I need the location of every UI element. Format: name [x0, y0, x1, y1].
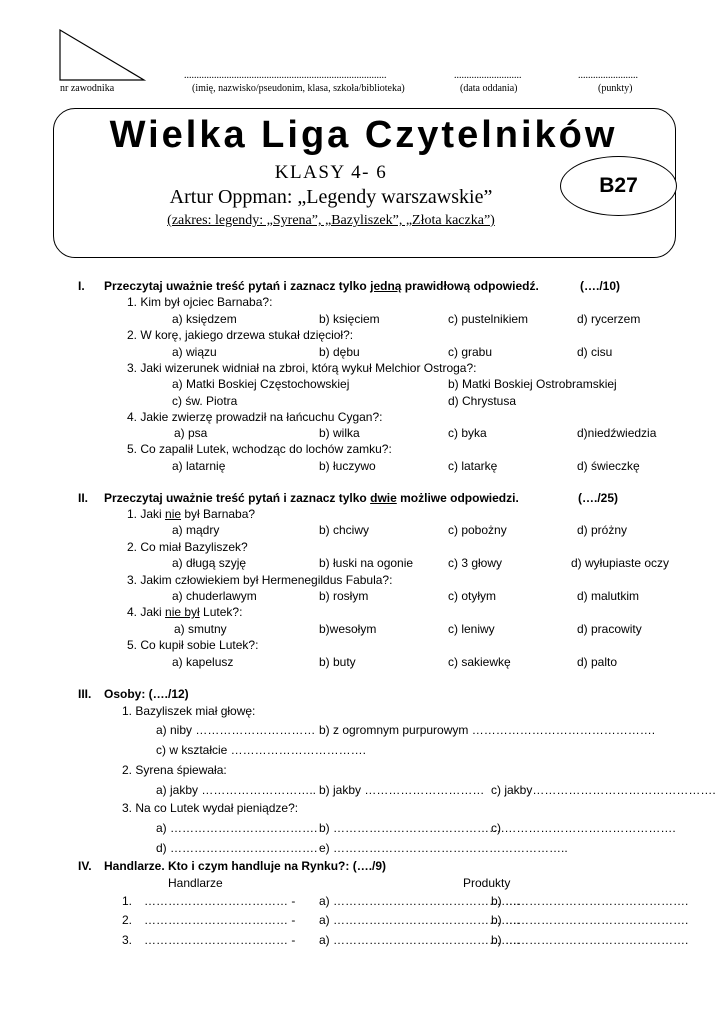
s2-q2-text: 2. Co miał Bazyliszek?	[127, 540, 248, 554]
q-underlined: nie	[165, 507, 182, 521]
s2-q1-option-c[interactable]: c) pobożny	[448, 523, 507, 537]
s2-q1-option-b[interactable]: b) chciwy	[319, 523, 370, 537]
section3-heading: Osoby: (…./12)	[104, 687, 189, 701]
instr-part: prawidłową odpowiedź.	[401, 279, 539, 293]
s2-q4-option-c[interactable]: c) leniwy	[448, 622, 495, 636]
s3-q3-blank-a[interactable]: a) ……………………………….	[156, 821, 318, 835]
s4-row3-product-a[interactable]: a) ………………………………………..	[319, 933, 520, 947]
s1-q3-text: 3. Jaki wizerunek widniał na zbroi, którą wykuł Melchior Ostroga?:	[127, 361, 477, 375]
s1-q2-option-c[interactable]: c) grabu	[448, 345, 493, 359]
instr-underlined: jedną	[370, 279, 402, 293]
section3-number: III.	[78, 687, 92, 701]
page-title: Wielka Liga Czytelników	[109, 114, 618, 156]
s4-row3-trader[interactable]: ……………………………… -	[144, 933, 296, 947]
q-part: był Barnaba?	[181, 507, 256, 521]
s1-q1-option-c[interactable]: c) pustelnikiem	[448, 312, 529, 326]
instr-underlined: dwie	[370, 491, 397, 505]
section1-number: I.	[78, 279, 85, 293]
s1-q4-option-d[interactable]: d)niedźwiedzia	[577, 426, 657, 440]
s2-q1-option-a[interactable]: a) mądry	[172, 523, 220, 537]
s2-q2-option-b[interactable]: b) łuski na ogonie	[319, 556, 414, 570]
s2-q4-option-a[interactable]: a) smutny	[174, 622, 227, 636]
s2-q5-option-b[interactable]: b) buty	[319, 655, 356, 669]
classes-subtitle: KLASY 4- 6	[274, 162, 388, 183]
s1-q5-option-a[interactable]: a) latarnię	[172, 459, 226, 473]
s4-row2-trader[interactable]: ……………………………… -	[144, 913, 296, 927]
s1-q1-text: 1. Kim był ojciec Barnaba?:	[127, 295, 273, 309]
s2-q5-text: 5. Co kupił sobie Lutek?:	[127, 638, 259, 652]
s4-row3-number: 3.	[122, 933, 133, 947]
s3-q3-text: 3. Na co Lutek wydał pieniądze?:	[122, 801, 299, 815]
s3-q3-blank-b[interactable]: b) …………………………………….	[319, 821, 505, 835]
s2-q5-option-a[interactable]: a) kapelusz	[172, 655, 234, 669]
s2-q3-option-d[interactable]: d) malutkim	[577, 589, 640, 603]
section1-instruction	[104, 279, 539, 293]
s3-q2-blank-b[interactable]: b) jakby …………………………	[319, 783, 485, 797]
section2-instruction	[104, 491, 519, 505]
s1-q5-option-d[interactable]: d) świeczkę	[577, 459, 640, 473]
s4-row3-product-b[interactable]: b) ……………………………………….	[491, 933, 689, 947]
traders-column-header: Handlarze	[168, 876, 223, 890]
q-underlined: nie był	[165, 605, 200, 619]
name-label: (imię, nazwisko/pseudonim, klasa, szkoła/biblioteka)	[192, 83, 405, 94]
date-line[interactable]: ...........................	[454, 70, 522, 81]
q-part: Lutek?:	[199, 605, 243, 619]
section2-number: II.	[78, 491, 89, 505]
s3-q1-blank-c[interactable]: c) w kształcie …………………………….	[156, 743, 367, 757]
points-line[interactable]: ........................	[578, 70, 638, 81]
section2-points: (…./25)	[578, 491, 619, 505]
s2-q3-option-a[interactable]: a) chuderlawym	[172, 589, 257, 603]
s1-q3-option-a[interactable]: a) Matki Boskiej Częstochowskiej	[172, 377, 350, 391]
s2-q3-option-b[interactable]: b) rosłym	[319, 589, 369, 603]
s2-q3-option-c[interactable]: c) otyłym	[448, 589, 496, 603]
s3-q3-blank-d[interactable]: d) ……………………………….	[156, 841, 318, 855]
s1-q1-option-a[interactable]: a) księdzem	[172, 312, 237, 326]
s1-q1-option-d[interactable]: d) rycerzem	[577, 312, 641, 326]
s3-q1-blank-a[interactable]: a) niby …………………………	[156, 723, 316, 737]
s1-q4-option-c[interactable]: c) byka	[448, 426, 487, 440]
s2-q2-option-d[interactable]: d) wyłupiaste oczy	[571, 556, 670, 570]
book-title: Artur Oppman: „Legendy warszawskie”	[169, 186, 493, 208]
date-label: (data oddania)	[460, 83, 518, 94]
scope-text: (zakres: legendy: „Syrena”, „Bazyliszek”, „Złota kaczka”)	[167, 213, 495, 228]
s1-q5-option-b[interactable]: b) łuczywo	[319, 459, 376, 473]
s3-q2-blank-a[interactable]: a) jakby ………………………..	[156, 783, 317, 797]
s1-q4-option-b[interactable]: b) wilka	[319, 426, 360, 440]
products-column-header: Produkty	[463, 876, 511, 890]
section1-points: (…./10)	[580, 279, 621, 293]
s1-q3-option-c[interactable]: c) św. Piotra	[172, 394, 238, 408]
q-part: 1. Jaki	[127, 507, 166, 521]
s3-q1-blank-b[interactable]: b) z ogromnym purpurowym ……………………………………….	[319, 723, 656, 737]
points-label: (punkty)	[598, 83, 633, 94]
s4-row1-product-b[interactable]: b) ……………………………………….	[491, 894, 689, 908]
test-code: B27	[599, 174, 638, 197]
s4-row1-trader[interactable]: ……………………………… -	[144, 894, 296, 908]
s2-q2-option-a[interactable]: a) długą szyję	[172, 556, 247, 570]
s1-q3-option-d[interactable]: d) Chrystusa	[448, 394, 517, 408]
s4-row1-product-a[interactable]: a) ………………………………………..	[319, 894, 520, 908]
s2-q3-text: 3. Jakim człowiekiem był Hermenegildus Fabula?:	[127, 573, 393, 587]
instr-part: Przeczytaj uważnie treść pytań i zaznacz tylko	[104, 279, 371, 293]
s3-q2-text: 2. Syrena śpiewała:	[122, 763, 227, 777]
s2-q5-option-d[interactable]: d) palto	[577, 655, 618, 669]
s2-q4-option-d[interactable]: d) pracowity	[577, 622, 642, 636]
s4-row2-product-b[interactable]: b) ……………………………………….	[491, 913, 689, 927]
s1-q2-text: 2. W korę, jakiego drzewa stukał dzięcioł?:	[127, 328, 354, 342]
contestant-number-label: nr zawodnika	[60, 83, 115, 94]
s1-q4-option-a[interactable]: a) psa	[174, 426, 208, 440]
s1-q4-text: 4. Jakie zwierzę prowadził na łańcuchu Cygan?:	[127, 410, 383, 424]
s1-q5-option-c[interactable]: c) latarkę	[448, 459, 498, 473]
name-line[interactable]: .................................................................................	[184, 70, 387, 81]
s1-q2-option-a[interactable]: a) wiązu	[172, 345, 217, 359]
s2-q4-text	[127, 605, 242, 619]
test-code-badge	[560, 156, 677, 216]
s2-q1-text	[127, 507, 255, 521]
s2-q4-option-b[interactable]: b)wesołym	[319, 622, 377, 636]
instr-part: Przeczytaj uważnie treść pytań i zaznacz tylko	[104, 491, 371, 505]
triangle-graphic	[58, 28, 148, 82]
instr-part: możliwe odpowiedzi.	[396, 491, 519, 505]
s3-q2-blank-c[interactable]: c) jakby……………………………………….	[491, 783, 716, 797]
s3-q1-text: 1. Bazyliszek miał głowę:	[122, 704, 256, 718]
s4-row1-number: 1.	[122, 894, 133, 908]
s1-q1-option-b[interactable]: b) księciem	[319, 312, 380, 326]
section4-heading: Handlarze. Kto i czym handluje na Rynku?: (…./9)	[104, 859, 387, 873]
section4-number: IV.	[78, 859, 92, 873]
s2-q2-option-c[interactable]: c) 3 głowy	[448, 556, 503, 570]
s4-row2-product-a[interactable]: a) ………………………………………..	[319, 913, 520, 927]
s3-q3-blank-e[interactable]: e) …………………………………………………..	[319, 841, 568, 855]
s1-q2-option-b[interactable]: b) dębu	[319, 345, 360, 359]
s3-q3-blank-c[interactable]: c) …………………………………….	[491, 821, 676, 835]
s2-q5-option-c[interactable]: c) sakiewkę	[448, 655, 511, 669]
s1-q2-option-d[interactable]: d) cisu	[577, 345, 613, 359]
s4-row2-number: 2.	[122, 913, 133, 927]
s1-q5-text: 5. Co zapalił Lutek, wchodząc do lochów zamku?:	[127, 442, 392, 456]
s2-q1-option-d[interactable]: d) próżny	[577, 523, 628, 537]
q-part: 4. Jaki	[127, 605, 166, 619]
s1-q3-option-b[interactable]: b) Matki Boskiej Ostrobramskiej	[448, 377, 617, 391]
